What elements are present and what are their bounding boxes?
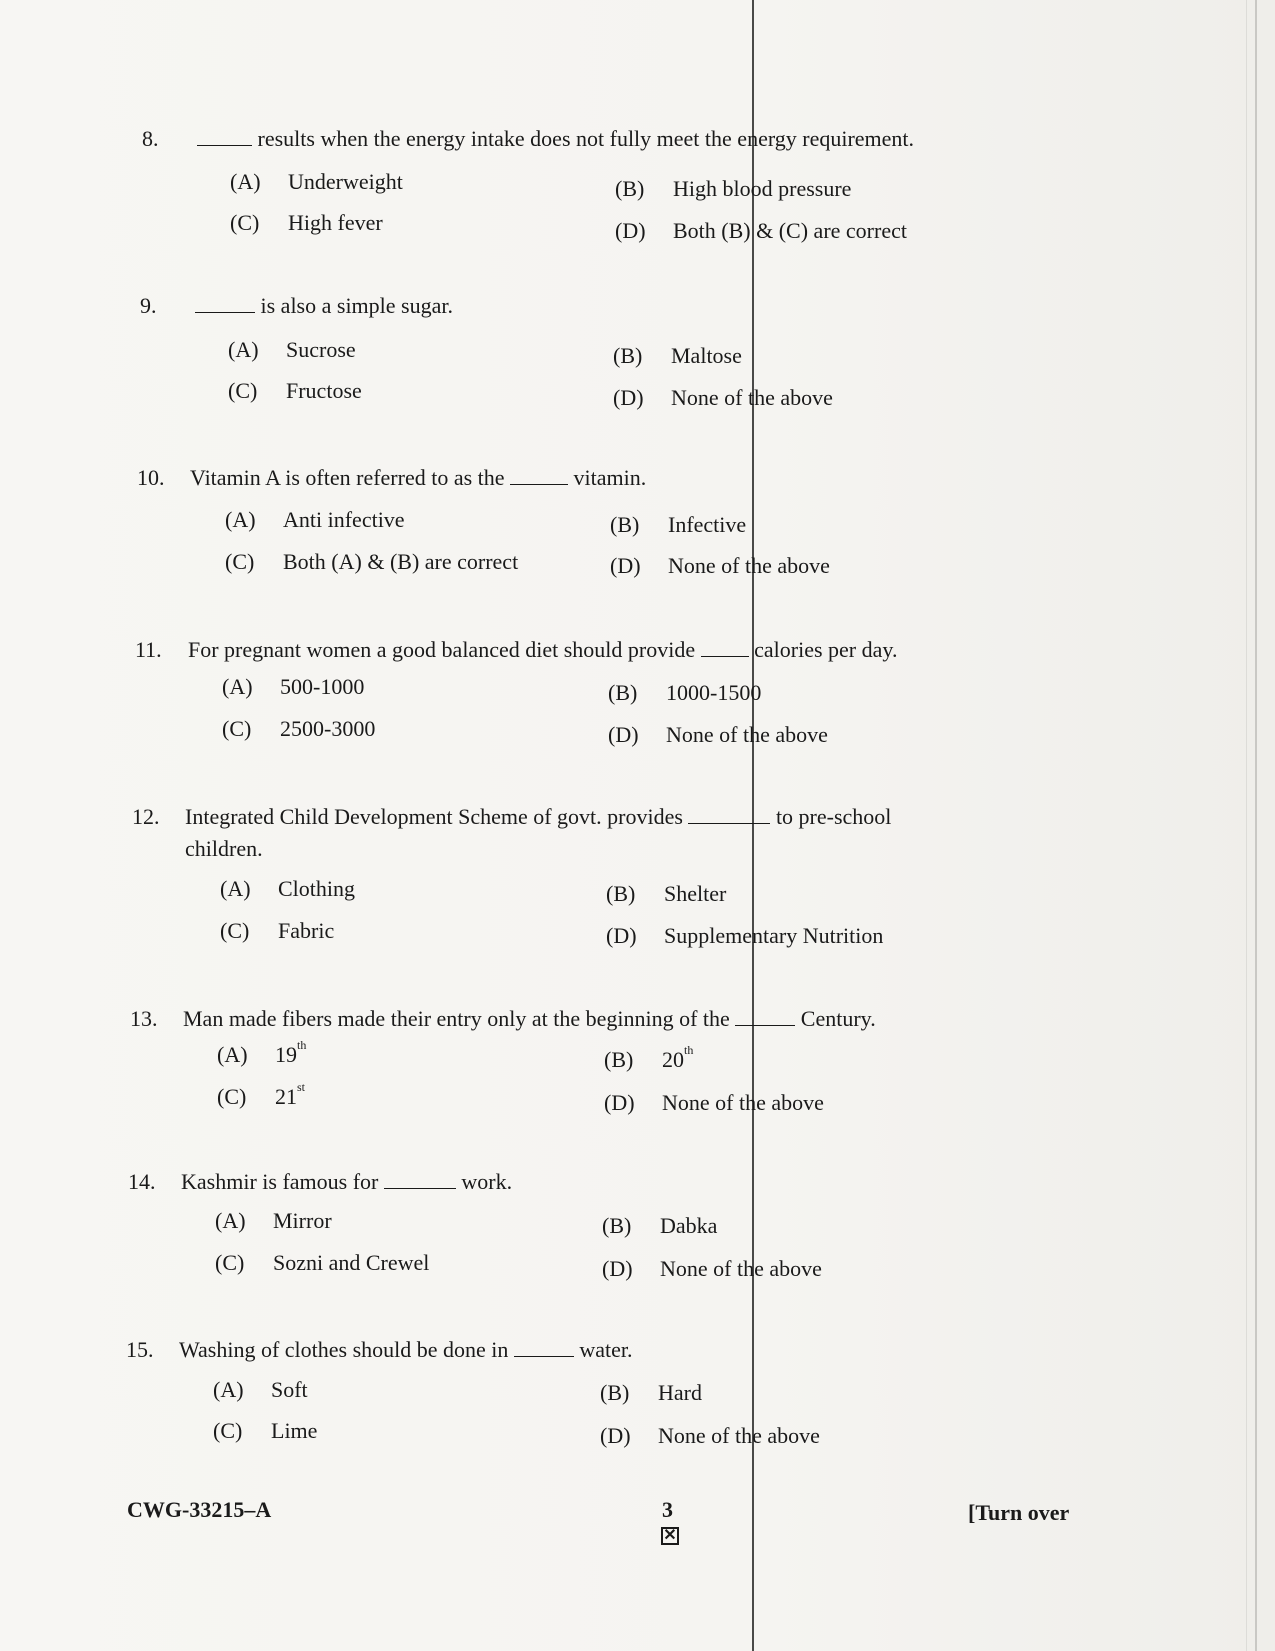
- option-d: (D) None of the above: [613, 385, 833, 410]
- question-11: [135, 636, 1065, 664]
- answer-blank: [195, 292, 255, 313]
- option-c: (C) 21st: [217, 1080, 306, 1109]
- option-c: (C) Both (A) & (B) are correct: [225, 549, 519, 574]
- turn-over-note: [Turn over: [968, 1500, 1070, 1525]
- option-b: (B) 20th: [604, 1043, 694, 1072]
- question-number: 15.: [126, 1337, 154, 1362]
- option-b: (B) Infective: [610, 512, 747, 537]
- option-a: (A) Soft: [213, 1377, 308, 1402]
- question-text: Integrated Child Development Scheme of govt. provides to pre-school: [185, 804, 892, 829]
- answer-blank: [735, 1005, 795, 1026]
- option-b: (B) High blood pressure: [615, 176, 852, 201]
- option-d: (D) None of the above: [600, 1423, 820, 1448]
- page-edge-inner: [1246, 0, 1247, 1651]
- question-text: is also a simple sugar.: [195, 292, 453, 320]
- question-9: [140, 292, 1040, 320]
- option-a: (A) Clothing: [220, 876, 356, 901]
- question-text: results when the energy intake does not fully meet the energy requirement.: [197, 125, 914, 153]
- answer-blank: [197, 125, 252, 146]
- answer-blank: [688, 803, 770, 824]
- close-box-icon: ✕: [661, 1527, 679, 1545]
- option-b: (B) Hard: [600, 1380, 702, 1405]
- question-8: [142, 125, 1042, 153]
- answer-blank: [510, 464, 568, 485]
- option-d: (D) None of the above: [610, 553, 830, 578]
- option-b: (B) Maltose: [613, 343, 742, 368]
- question-number: 14.: [128, 1169, 156, 1194]
- answer-blank: [701, 636, 749, 657]
- option-a: (A) 19th: [217, 1038, 307, 1067]
- option-c: (C) Lime: [213, 1418, 318, 1443]
- option-a: (A) Mirror: [215, 1208, 332, 1233]
- page-number: 3: [662, 1497, 673, 1522]
- question-number: 13.: [130, 1006, 158, 1031]
- option-d: (D) Both (B) & (C) are correct: [615, 218, 907, 243]
- page-edge: [1255, 0, 1257, 1651]
- option-d: (D) Supplementary Nutrition: [606, 923, 884, 948]
- question-12: [132, 803, 1062, 863]
- question-14: [128, 1168, 1058, 1196]
- option-c: (C) Sozni and Crewel: [215, 1250, 430, 1275]
- option-a: (A) Underweight: [230, 169, 403, 194]
- option-b: (B) Dabka: [602, 1213, 718, 1238]
- option-d: (D) None of the above: [608, 722, 828, 747]
- option-d: (D) None of the above: [602, 1256, 822, 1281]
- option-c: (C) High fever: [230, 210, 383, 235]
- question-number: 10.: [137, 465, 165, 490]
- question-text: Kashmir is famous for work.: [181, 1169, 513, 1194]
- paper-code: CWG-33215–A: [127, 1497, 272, 1522]
- option-b: (B) Shelter: [606, 881, 727, 906]
- question-10: [137, 464, 1037, 492]
- option-a: (A) Sucrose: [228, 337, 356, 362]
- question-text: Vitamin A is often referred to as the vitamin.: [190, 465, 647, 490]
- question-number: 8.: [142, 126, 159, 151]
- question-text: Man made fibers made their entry only at the beginning of the Century.: [183, 1006, 876, 1031]
- question-13: [130, 1005, 1060, 1033]
- option-c: (C) 2500-3000: [222, 716, 376, 741]
- question-number: 11.: [135, 637, 162, 662]
- question-text: Washing of clothes should be done in water.: [179, 1337, 633, 1362]
- answer-blank: [384, 1168, 456, 1189]
- option-c: (C) Fabric: [220, 918, 335, 943]
- option-a: (A) 500-1000: [222, 674, 365, 699]
- question-number: 9.: [140, 293, 157, 318]
- question-text-line2: children.: [185, 836, 263, 861]
- question-text: For pregnant women a good balanced diet should provide calories per day.: [188, 637, 898, 662]
- option-b: (B) 1000-1500: [608, 680, 762, 705]
- option-d: (D) None of the above: [604, 1090, 824, 1115]
- question-15: [126, 1336, 1056, 1364]
- answer-blank: [514, 1336, 574, 1357]
- option-a: (A) Anti infective: [225, 507, 405, 532]
- question-number: 12.: [132, 804, 160, 829]
- option-c: (C) Fructose: [228, 378, 362, 403]
